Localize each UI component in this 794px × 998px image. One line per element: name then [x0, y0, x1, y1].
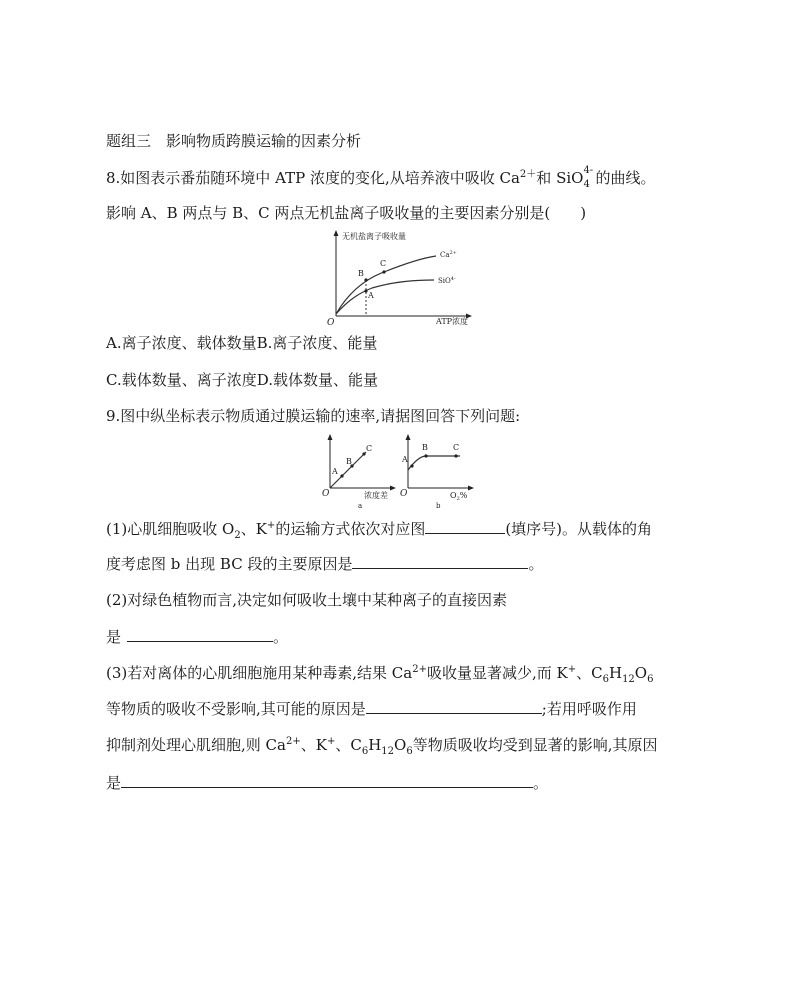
- q9-intro: 9.图中纵坐标表示物质通过膜运输的速率,请据图回答下列问题:: [106, 407, 521, 425]
- q9a-caption: a: [358, 502, 363, 510]
- q9-p2-answer-blank[interactable]: [127, 626, 273, 642]
- q9-p1-sub: 2: [234, 530, 241, 541]
- q9-p1-text-a: (1)心肌细胞吸收 O: [106, 520, 235, 538]
- q9-p3-text-c: 、C: [576, 664, 603, 682]
- q9-p3-line2-text-a: 等物质的吸收不受影响,其可能的原因是: [106, 700, 366, 718]
- q9a-label-a: A: [332, 467, 338, 476]
- q8-option-a: A.离子浓度、载体数量: [106, 334, 257, 352]
- q8-ylabel: 无机盐离子吸收量: [342, 232, 406, 241]
- q9-p3-line1: [106, 663, 653, 683]
- q9-p1-text-b: 、K: [240, 520, 267, 538]
- q8-label-b: B: [358, 269, 364, 278]
- q9-p3-line3-text-d: H: [368, 736, 382, 754]
- q9b-label-a: A: [402, 455, 408, 464]
- q8-sio-curve: [336, 280, 434, 314]
- q8-xlabel: ATP浓度: [436, 317, 469, 326]
- q8-stem-text-b: 和 SiO: [536, 169, 584, 187]
- q9b-origin: O: [400, 489, 408, 499]
- q8-label-c: C: [380, 259, 387, 268]
- q9-p3-sup2: +: [567, 664, 577, 675]
- q9-p3-sup1: 2+: [412, 664, 427, 675]
- q8-stem-text-c: 的曲线。: [595, 169, 656, 187]
- q9-p3-answer-blank-1[interactable]: [366, 698, 542, 714]
- q8-y-axis-arrow: [334, 230, 339, 236]
- q9-p1-line1: [106, 518, 652, 539]
- q9-p3-text-d: H: [608, 664, 623, 682]
- q8-option-b: B.离子浓度、能量: [256, 334, 378, 352]
- q8-stem-line2: 影响 A、B 两点与 B、C 两点无机盐离子吸收量的主要因素分别是( ): [106, 204, 587, 222]
- q9b-point-b: [424, 454, 427, 457]
- q9-p3-line4-text: 是: [106, 774, 122, 792]
- q9-p3-line4: [106, 772, 548, 793]
- q8-series-sio: SiO$^{4-}$: [438, 276, 456, 285]
- q9-p3-line3-sup2: +: [326, 736, 336, 747]
- q9-p3-line3-text-e: O: [394, 736, 407, 754]
- q9a-x-arrow: [390, 486, 396, 491]
- q9-p2-end: 。: [273, 628, 289, 646]
- q9b-curve: [408, 456, 460, 470]
- q9-p3-sub2: 12: [622, 674, 635, 685]
- q9a-point-a: [340, 474, 343, 477]
- q9-p3-line3-text-b: 、K: [300, 736, 327, 754]
- q9-p1-answer-blank-2[interactable]: [352, 553, 528, 569]
- q9-figure-a: [320, 432, 400, 510]
- q9-p1-answer-blank-1[interactable]: [425, 518, 505, 534]
- q9-p3-text-e: O: [634, 664, 648, 682]
- q9-p3-line2-text-b: ;若用呼吸作用: [541, 700, 637, 718]
- q9a-label-c: C: [366, 444, 373, 453]
- q8-option-d: D.载体数量、能量: [256, 371, 378, 389]
- q9-p3-line3-sup1: 2+: [285, 736, 301, 747]
- q9-p1-text-d: (填序号)。从载体的角: [505, 520, 653, 538]
- q8-options-row1: [106, 333, 377, 353]
- q9-p3-answer-blank-2[interactable]: [121, 772, 533, 788]
- q9-p3-text-a: (3)若对离体的心肌细胞施用某种毒素,结果 Ca: [106, 664, 413, 682]
- q8-ca-charge: 2＋: [519, 169, 537, 180]
- q9b-point-a: [410, 464, 413, 467]
- q9-p2-line1: (2)对绿色植物而言,决定如何吸收土壤中某种离子的直接因素: [106, 591, 508, 609]
- q8-figure: [322, 228, 474, 326]
- q9-p1-sup: +: [266, 520, 276, 531]
- q9-p3-line3-sub2: 12: [381, 746, 395, 757]
- q9-p3-line3-sub3: 6: [406, 746, 413, 757]
- q9a-origin: O: [322, 489, 330, 499]
- q8-point-b: [364, 278, 367, 281]
- q9-p3-text-b: 吸收量显著减少,而 K: [426, 664, 568, 682]
- q9b-xlabel: $O_2\%$: [450, 491, 468, 502]
- q9-p2-line2-text: 是: [106, 628, 122, 646]
- q8-stem-text-a: 8.如图表示番茄随环境中 ATP 浓度的变化,从培养液中吸收 Ca: [106, 169, 520, 187]
- q8-series-ca: $Ca^{2+}$: [440, 250, 457, 259]
- q9-p1-end: 。: [528, 555, 544, 573]
- q9a-label-b: B: [346, 457, 352, 466]
- q8-label-a: A: [368, 291, 374, 300]
- q9-p3-sub3: 6: [647, 674, 654, 685]
- q9b-label-c: C: [453, 443, 460, 452]
- q9-p3-end: 。: [533, 774, 549, 792]
- q9-p3-line3-text-a: 抑制剂处理心肌细胞,则 Ca: [106, 736, 286, 754]
- q9-p2-line2: [106, 626, 288, 647]
- q9-p1-text-c: 的运输方式依次对应图: [275, 520, 426, 538]
- q9-p1-line2-text: 度考虑图 b 出现 BC 段的主要原因是: [106, 555, 353, 573]
- q9-p3-sub1: 6: [602, 674, 609, 685]
- q8-options-row2: [106, 370, 378, 390]
- q9-p3-line3-text-f: 等物质吸收均受到显著的影响,其原因: [412, 736, 658, 754]
- q9-p3-line3-sub1: 6: [361, 746, 369, 757]
- q9-p3-line3-text-c: 、C: [335, 736, 362, 754]
- q9-p3-line3: [106, 735, 657, 755]
- q8-origin: O: [327, 318, 335, 326]
- q8-stem-line1: 8.如图表示番茄随环境中 ATP 浓度的变化,从培养液中吸收 $Ca^{2+}$和 SiO 4- 4 的曲线。: [106, 165, 656, 190]
- q9-p1-line2: [106, 553, 543, 574]
- section-title: 题组三 影响物质跨膜运输的因素分析: [106, 132, 362, 150]
- q9a-xlabel: 浓度差: [364, 491, 388, 500]
- q9b-label-b: B: [422, 443, 428, 452]
- q9a-y-arrow: [328, 434, 333, 440]
- q9b-caption: b: [436, 502, 441, 510]
- q9b-point-c: [454, 454, 457, 457]
- q9-figure-b: [398, 432, 478, 510]
- q9b-x-arrow: [468, 486, 474, 491]
- q9-p3-line2: [106, 698, 637, 719]
- q8-option-c: C.载体数量、离子浓度: [106, 371, 257, 389]
- q8-point-c: [382, 270, 385, 273]
- q9b-y-arrow: [406, 434, 411, 440]
